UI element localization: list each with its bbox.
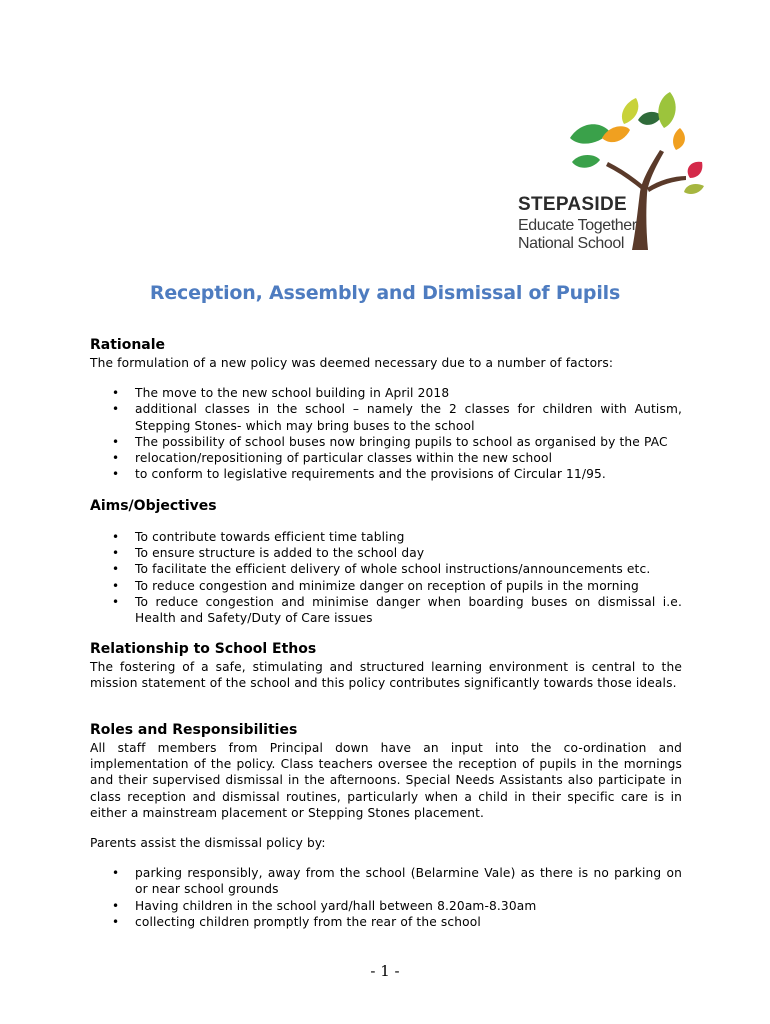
page-number: - 1 -: [370, 962, 400, 980]
list-item: • to conform to legislative requirements and the provisions of Circular 11/95.: [112, 467, 606, 482]
rationale-list: [90, 385, 682, 482]
list-item: • The move to the new school building in April 2018: [112, 386, 450, 401]
parents-list: [90, 865, 682, 930]
logo-tagline-line2: National School: [518, 235, 625, 252]
list-item: • To reduce congestion and minimize danger on reception of pupils in the morning: [112, 578, 639, 593]
bullet-icon: •: [112, 594, 120, 609]
document-title: Reception, Assembly and Dismissal of Pupils: [149, 282, 621, 304]
bullet-icon: •: [112, 578, 120, 593]
bullet-icon: •: [112, 546, 120, 561]
list-item: • Having children in the school yard/hall between 8.20am-8.30am: [112, 898, 537, 913]
bullet-icon: •: [112, 402, 120, 417]
list-item: • To contribute towards efficient time tabling: [112, 530, 405, 544]
rationale-intro: The formulation of a new policy was deemed necessary due to a number of factors:: [90, 356, 614, 370]
section-ethos: [90, 641, 682, 691]
list-item: • To ensure structure is added to the school day: [112, 546, 425, 561]
aims-list: [90, 529, 682, 626]
bullet-icon: •: [112, 914, 120, 929]
logo-tagline-line1: Educate Together: [518, 217, 637, 234]
list-item: • collecting children promptly from the rear of the school: [112, 914, 481, 929]
list-item: • The possibility of school buses now bringing pupils to school as organised by the PAC: [112, 434, 668, 449]
bullet-icon: •: [112, 530, 120, 544]
roles-paragraph: All staff members from Principal down have an input into the co-ordination and implementation of the policy. Class teachers oversee the reception of pupils in the mornings and their supervised dismissal in the afternoons. Special Needs Assistants also participate in class reception and dismissal routines, particularly when a child in their specific care is in either a mainstream placement or Stepping Stones placement.: [90, 741, 682, 820]
parents-intro: Parents assist the dismissal policy by:: [90, 836, 326, 851]
section-rationale: [90, 337, 682, 482]
rationale-heading: Rationale: [90, 337, 166, 353]
bullet-icon: •: [112, 866, 120, 881]
aims-heading: Aims/Objectives: [90, 498, 217, 514]
list-item: • To reduce congestion and minimise danger when boarding buses on dismissal i.e. Health and Safety/Duty of Care issues: [112, 594, 682, 626]
bullet-icon: •: [112, 451, 120, 466]
list-item: • relocation/repositioning of particular classes within the new school: [112, 451, 553, 466]
logo-school-name: STEPASIDE: [518, 194, 627, 215]
section-aims: [90, 498, 682, 626]
bullet-icon: •: [112, 467, 120, 482]
list-item: • additional classes in the school – namely the 2 classes for children with Autism, Stepping Stones- which may bring buses to the school: [112, 402, 682, 433]
roles-heading: Roles and Responsibilities: [90, 722, 298, 738]
bullet-icon: •: [112, 562, 120, 577]
ethos-paragraph: The fostering of a safe, stimulating and structured learning environment is central to the mission statement of the school and this policy contributes significantly towards those ideals.: [90, 660, 682, 691]
school-logo: [514, 88, 714, 258]
section-roles: [90, 722, 682, 930]
bullet-icon: •: [112, 386, 120, 401]
bullet-icon: •: [112, 898, 120, 913]
ethos-heading: Relationship to School Ethos: [90, 641, 317, 657]
list-item: • parking responsibly, away from the school (Belarmine Vale) as there is no parking on or near school grounds: [112, 866, 682, 897]
list-item: • To facilitate the efficient delivery of whole school instructions/announcements etc.: [112, 562, 651, 577]
bullet-icon: •: [112, 434, 120, 449]
